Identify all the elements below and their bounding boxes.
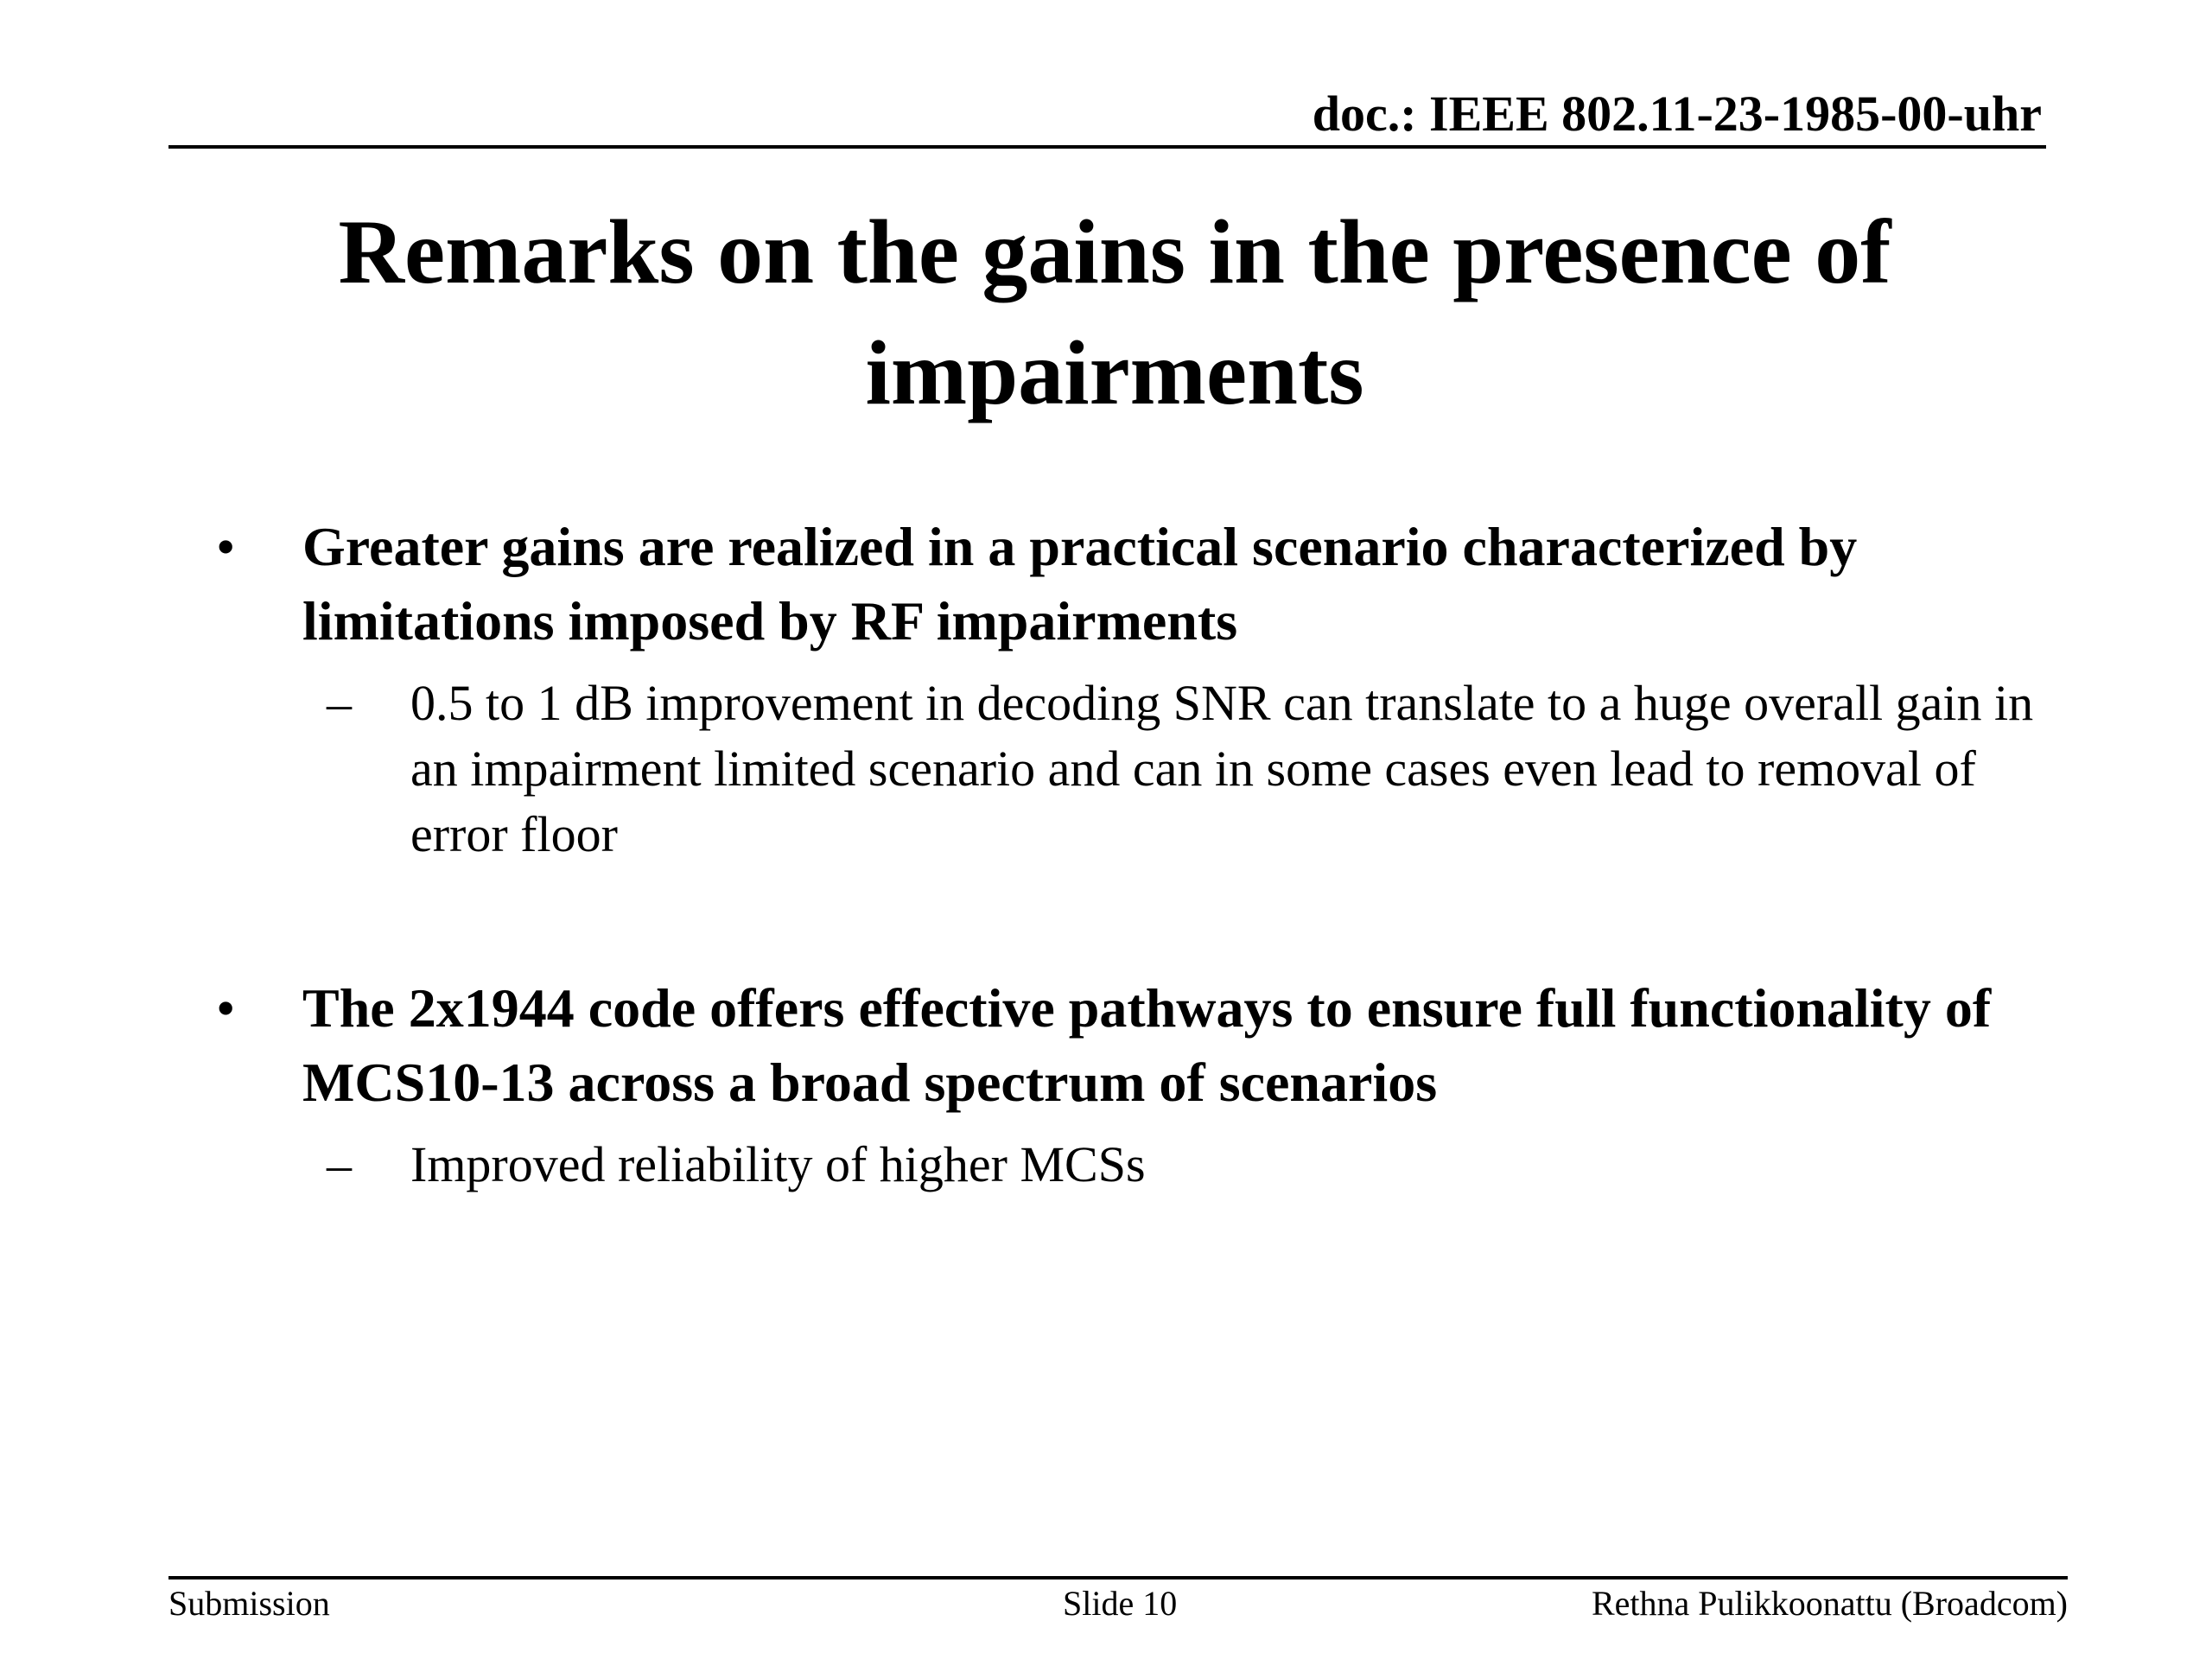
footer-submission: Submission [168,1584,330,1623]
header-rule [168,145,2046,149]
footer-slide-number: Slide 10 [1063,1584,1178,1623]
footer-author: Rethna Pulikkoonattu (Broadcom) [1591,1584,2068,1623]
dash-icon: – [327,675,352,731]
bullet-text: The 2x1944 code offers effective pathways to ensure full functionality of MCS10-13 across a broad spectrum of scenarios [302,977,1992,1113]
slide-title-line1: Remarks on the gains in the presence of [338,201,1891,302]
slide-title [181,192,2048,434]
bullet-group-1 [216,510,2056,868]
slide-title-line2: impairments [865,322,1364,423]
bullet-text: Greater gains are realized in a practical scenario characterized by limitations imposed by RF impairments [302,516,1858,652]
bullet-item [216,971,2056,1120]
dash-icon: – [327,1136,352,1192]
slide-body [216,510,2056,1198]
footer-rule [168,1576,2068,1580]
header-doc-id: doc.: IEEE 802.11-23-1985-00-uhr [1312,86,2042,142]
bullet-dot-icon: • [216,516,236,577]
bullet-item [216,510,2056,658]
sub-bullet-text: Improved reliability of higher MCSs [410,1136,1146,1192]
bullet-group-2 [216,971,2056,1198]
sub-bullet-item [216,671,2056,868]
bullet-dot-icon: • [216,977,236,1039]
sub-bullet-text: 0.5 to 1 dB improvement in decoding SNR can translate to a huge overall gain in an impairment limited scenario and can in some cases even lead to removal of error floor [410,675,2034,862]
sub-bullet-item [216,1132,2056,1198]
